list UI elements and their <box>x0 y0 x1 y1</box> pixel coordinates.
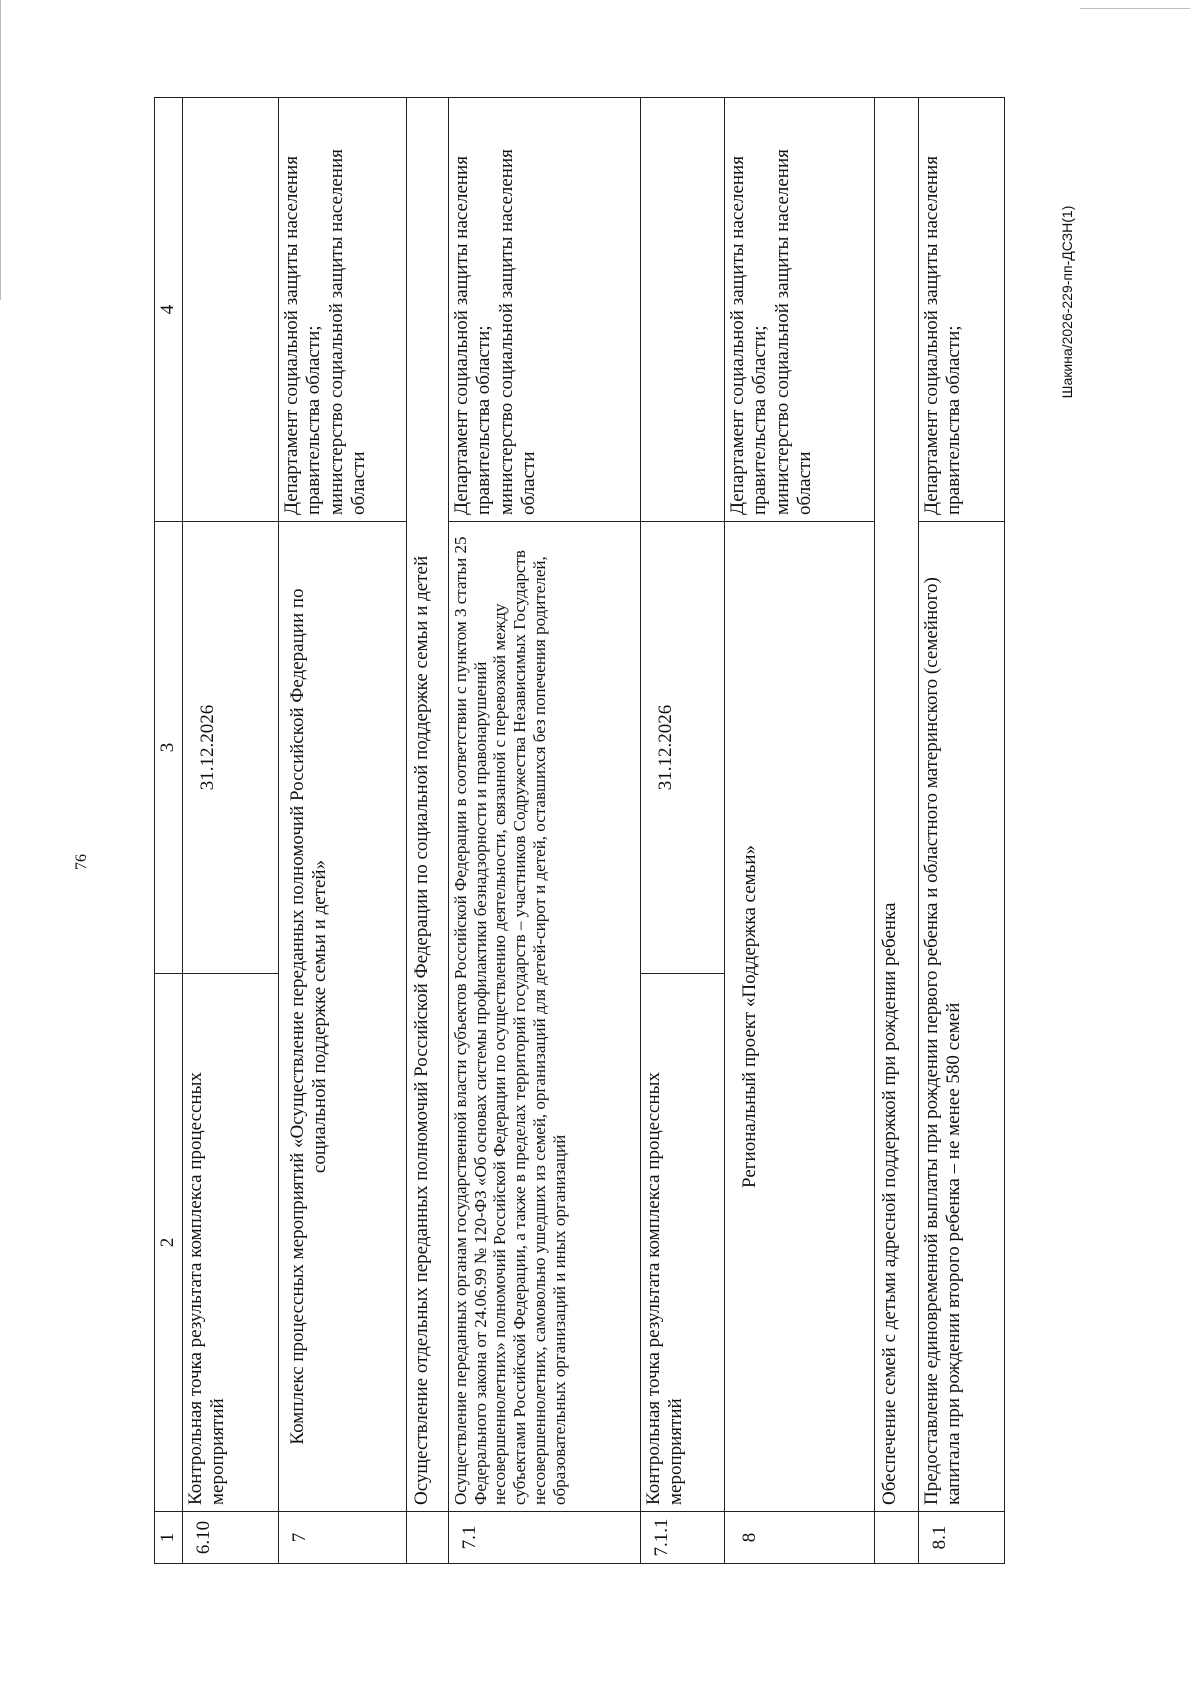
row-responsible <box>183 98 279 522</box>
scan-edge-mark <box>1080 8 1190 9</box>
table-row <box>449 98 641 1564</box>
empty-cell <box>407 1512 449 1564</box>
row-code: 7.1.1 <box>641 1512 725 1564</box>
measures-table <box>154 97 1005 1564</box>
measures-table-rotated <box>154 98 1004 1564</box>
section-row <box>407 98 449 1564</box>
document-code: Шакина/2026-229-пп-ДСЗН(1) <box>1059 205 1075 399</box>
row-code: 7.1 <box>449 1512 641 1564</box>
scan-edge-mark <box>0 0 1 300</box>
header-col-2: 2 <box>155 974 183 1512</box>
table-row <box>641 98 725 1564</box>
row-name: Предоставление единовременной выплаты при рождении первого ребенка и областного материнского (семейного) капитала при рождении второго ребенка – не менее 580 семей <box>919 522 1005 1512</box>
table-row <box>725 98 875 1564</box>
table-row <box>279 98 407 1564</box>
row-code: 6.10 <box>183 1512 279 1564</box>
row-responsible: Департамент социальной защиты населения правительства области; <box>919 98 1005 522</box>
row-name: Осуществление переданных органам государственной власти субъектов Российской Федерации в соответствии с пунктом 3 статьи 25 Федерального закона от 24.06.99 № 120-ФЗ «Об основах системы профилактики безнадзорности и правонарушений несовершеннолетних» полномочий Российской Федерации по осуществлению деятельности, связанной с перевозкой между субъектами Российской Федерации, а также в пределах территорий государств – участников Содружества Независимых Государств несовершеннолетних, самовольно ушедших из семей, организаций для детей-сирот и детей, оставшихся без попечения родителей, образовательных организаций и иных организаций <box>449 522 641 1512</box>
row-name: Контрольная точка результата комплекса процессных мероприятий <box>641 974 725 1512</box>
row-name: Региональный проект «Поддержка семьи» <box>725 522 875 1512</box>
row-date: 31.12.2026 <box>641 522 725 974</box>
empty-cell <box>875 1512 919 1564</box>
row-name: Контрольная точка результата комплекса процессных мероприятий <box>183 974 279 1512</box>
section-title: Обеспечение семей с детьми адресной поддержкой при рождении ребенка <box>875 98 919 1512</box>
section-row <box>875 98 919 1564</box>
row-date: 31.12.2026 <box>183 522 279 974</box>
header-col-3: 3 <box>155 522 183 974</box>
header-col-1: 1 <box>155 1512 183 1564</box>
row-name: Комплекс процессных мероприятий «Осуществление переданных полномочий Российской Федерации по социальной поддержке семьи и детей» <box>279 522 407 1512</box>
row-code: 8.1 <box>919 1512 1005 1564</box>
section-title: Осуществление отдельных переданных полномочий Российской Федерации по социальной поддержке семьи и детей <box>407 98 449 1512</box>
header-col-4: 4 <box>155 98 183 522</box>
row-responsible: Департамент социальной защиты населения правительства области; министерство социальной защиты населения области <box>279 98 407 522</box>
row-code: 7 <box>279 1512 407 1564</box>
page-number: 76 <box>73 854 90 870</box>
row-responsible: Департамент социальной защиты населения правительства области; министерство социальной защиты населения области <box>725 98 875 522</box>
table-row <box>183 98 279 1564</box>
row-responsible: Департамент социальной защиты населения правительства области; министерство социальной защиты населения области <box>449 98 641 522</box>
table-header-row <box>155 98 183 1564</box>
row-code: 8 <box>725 1512 875 1564</box>
table-row <box>919 98 1005 1564</box>
row-responsible <box>641 98 725 522</box>
